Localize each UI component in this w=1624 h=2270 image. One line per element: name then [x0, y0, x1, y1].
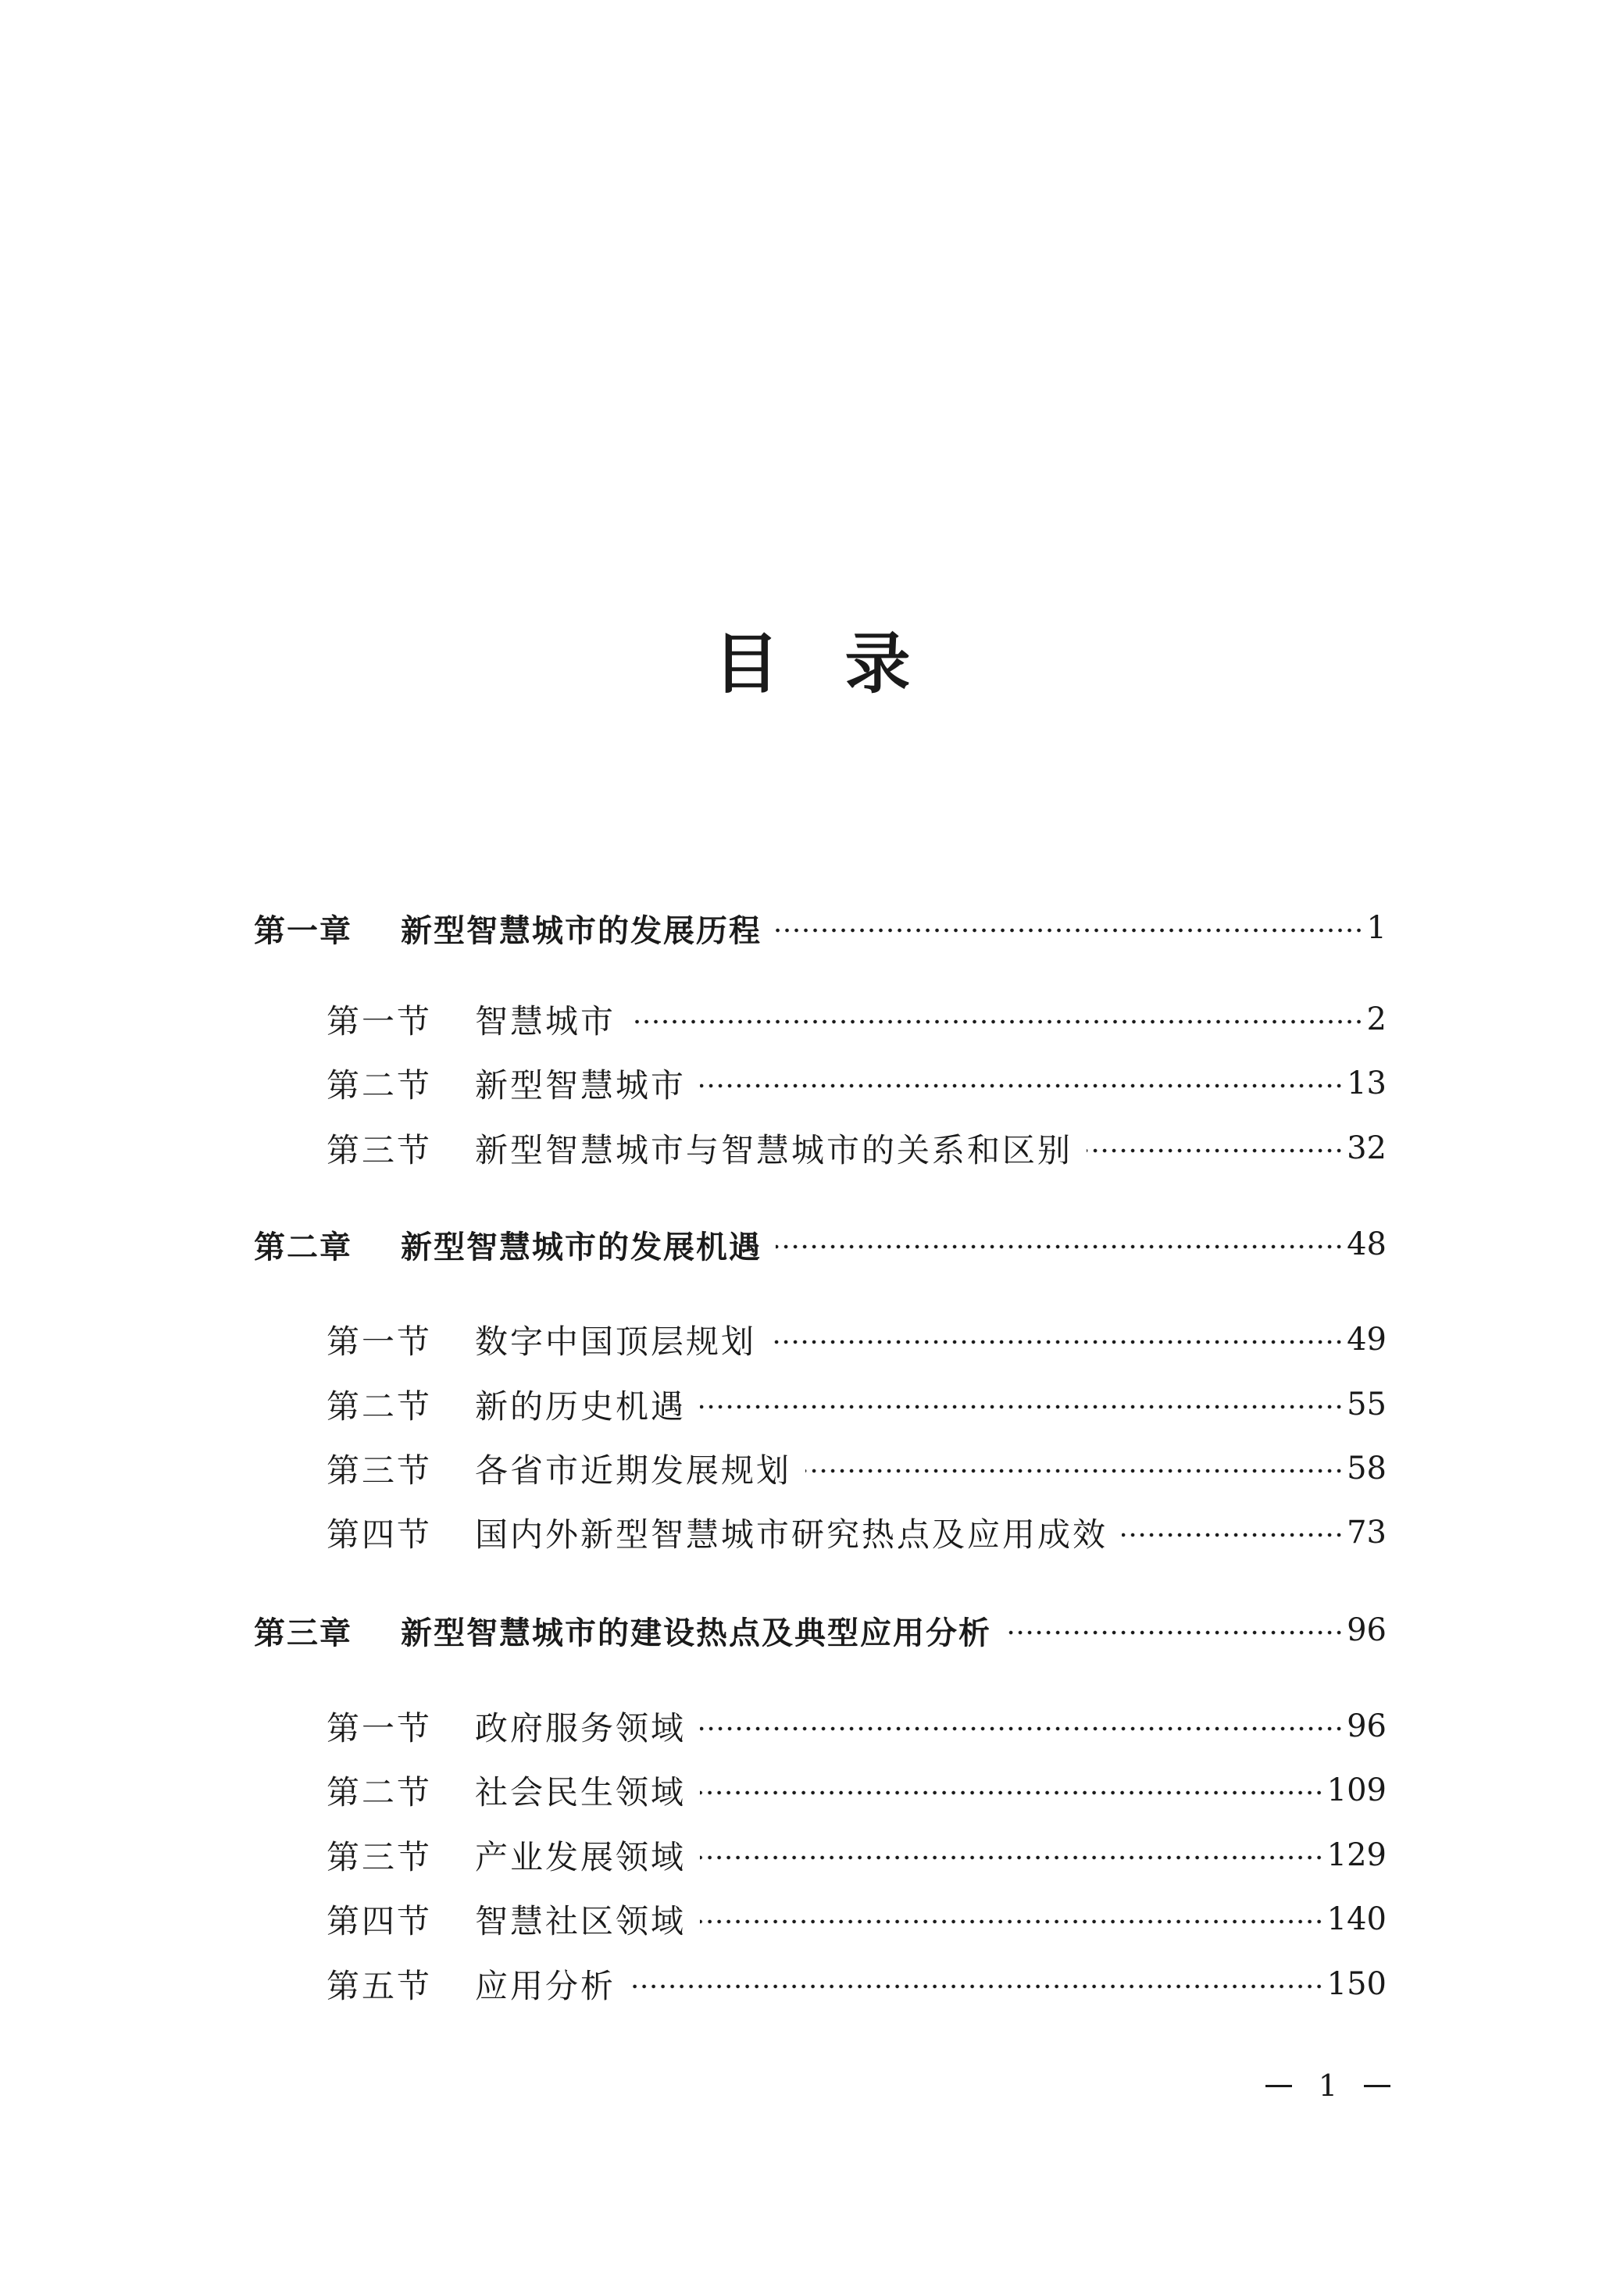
- chapter-number: 第一章: [254, 912, 352, 949]
- footer-dash-right: [1364, 2085, 1390, 2087]
- section-title: 各省市近期发展规划: [475, 1451, 792, 1490]
- dot-leader: [770, 1339, 1344, 1345]
- section-number: 第二节: [327, 1387, 433, 1426]
- dot-leader: [700, 1790, 1324, 1796]
- section-title: 新型智慧城市: [475, 1066, 687, 1105]
- dot-leader: [776, 1244, 1344, 1250]
- page-number: 48: [1347, 1226, 1387, 1262]
- section-title: 智慧社区领域: [475, 1902, 687, 1940]
- section-number: 第一节: [327, 1709, 433, 1747]
- dot-leader: [1005, 1629, 1344, 1636]
- title-char-2: 录: [844, 625, 911, 702]
- toc-section-2-4[interactable]: [327, 1509, 1387, 1556]
- section-number: 第二节: [327, 1066, 433, 1105]
- page-number: 96: [1347, 1612, 1387, 1648]
- toc-section-2-1[interactable]: [327, 1316, 1387, 1363]
- section-title: 新的历史机遇: [475, 1387, 687, 1426]
- page-number: 1: [1366, 910, 1387, 946]
- page-number: 49: [1347, 1322, 1387, 1358]
- section-number: 第四节: [327, 1515, 433, 1554]
- toc-chapter-1[interactable]: [254, 905, 1387, 951]
- dot-leader: [776, 927, 1364, 933]
- section-number: 第四节: [327, 1902, 433, 1940]
- toc-chapter-2[interactable]: [254, 1221, 1387, 1268]
- section-title: 政府服务领域: [475, 1709, 687, 1747]
- page-footer: [1265, 2062, 1390, 2109]
- toc-section-3-1[interactable]: [327, 1703, 1387, 1750]
- section-title: 应用分析: [475, 1967, 616, 2005]
- dot-leader: [1122, 1532, 1344, 1538]
- footer-dash-left: [1265, 2085, 1292, 2087]
- toc-section-3-3[interactable]: [327, 1832, 1387, 1879]
- toc-section-1-1[interactable]: [327, 996, 1387, 1043]
- dot-leader: [700, 1854, 1324, 1861]
- toc-section-3-4[interactable]: [327, 1896, 1387, 1943]
- page-title: [0, 625, 1624, 703]
- page-number: 109: [1326, 1772, 1387, 1808]
- page-number: 13: [1347, 1065, 1387, 1101]
- dot-leader: [630, 1983, 1324, 1990]
- footer-page-number: 1: [1318, 2068, 1338, 2103]
- page-number: 73: [1347, 1515, 1387, 1551]
- dot-leader: [700, 1726, 1344, 1732]
- title-char-1: 目: [713, 625, 780, 702]
- dot-leader: [1087, 1147, 1344, 1154]
- section-number: 第五节: [327, 1967, 433, 2005]
- toc-section-3-2[interactable]: [327, 1767, 1387, 1814]
- page-number: 32: [1347, 1130, 1387, 1166]
- page-number: 2: [1366, 1001, 1387, 1037]
- toc-chapter-3[interactable]: [254, 1607, 1387, 1654]
- section-title: 智慧城市: [475, 1002, 616, 1040]
- toc-section-1-2[interactable]: [327, 1060, 1387, 1107]
- chapter-number: 第二章: [254, 1229, 352, 1265]
- page-number: 150: [1326, 1966, 1387, 2002]
- page-number: 96: [1347, 1708, 1387, 1744]
- section-number: 第一节: [327, 1322, 433, 1361]
- toc-section-3-5[interactable]: [327, 1961, 1387, 2008]
- section-title: 国内外新型智慧城市研究热点及应用成效: [475, 1515, 1108, 1554]
- section-title: 新型智慧城市与智慧城市的关系和区别: [475, 1131, 1073, 1169]
- toc-section-1-3[interactable]: [327, 1125, 1387, 1172]
- section-title: 数字中国顶层规划: [475, 1322, 757, 1361]
- chapter-title: 新型智慧城市的发展机遇: [401, 1229, 762, 1265]
- section-number: 第一节: [327, 1002, 433, 1040]
- chapter-number: 第三章: [254, 1615, 352, 1651]
- dot-leader: [700, 1918, 1324, 1925]
- dot-leader: [630, 1019, 1364, 1025]
- toc-section-2-2[interactable]: [327, 1381, 1387, 1428]
- section-title: 产业发展领域: [475, 1838, 687, 1876]
- section-title: 社会民生领域: [475, 1773, 687, 1811]
- page-number: 55: [1347, 1387, 1387, 1422]
- dot-leader: [700, 1404, 1344, 1410]
- section-number: 第三节: [327, 1451, 433, 1490]
- dot-leader: [700, 1083, 1344, 1089]
- section-number: 第二节: [327, 1773, 433, 1811]
- page-number: 140: [1326, 1901, 1387, 1937]
- chapter-title: 新型智慧城市的建设热点及典型应用分析: [401, 1615, 991, 1651]
- toc-section-2-3[interactable]: [327, 1445, 1387, 1492]
- chapter-title: 新型智慧城市的发展历程: [401, 912, 762, 949]
- page-number: 58: [1347, 1451, 1387, 1487]
- dot-leader: [805, 1468, 1344, 1474]
- page-number: 129: [1326, 1837, 1387, 1873]
- section-number: 第三节: [327, 1131, 433, 1169]
- section-number: 第三节: [327, 1838, 433, 1876]
